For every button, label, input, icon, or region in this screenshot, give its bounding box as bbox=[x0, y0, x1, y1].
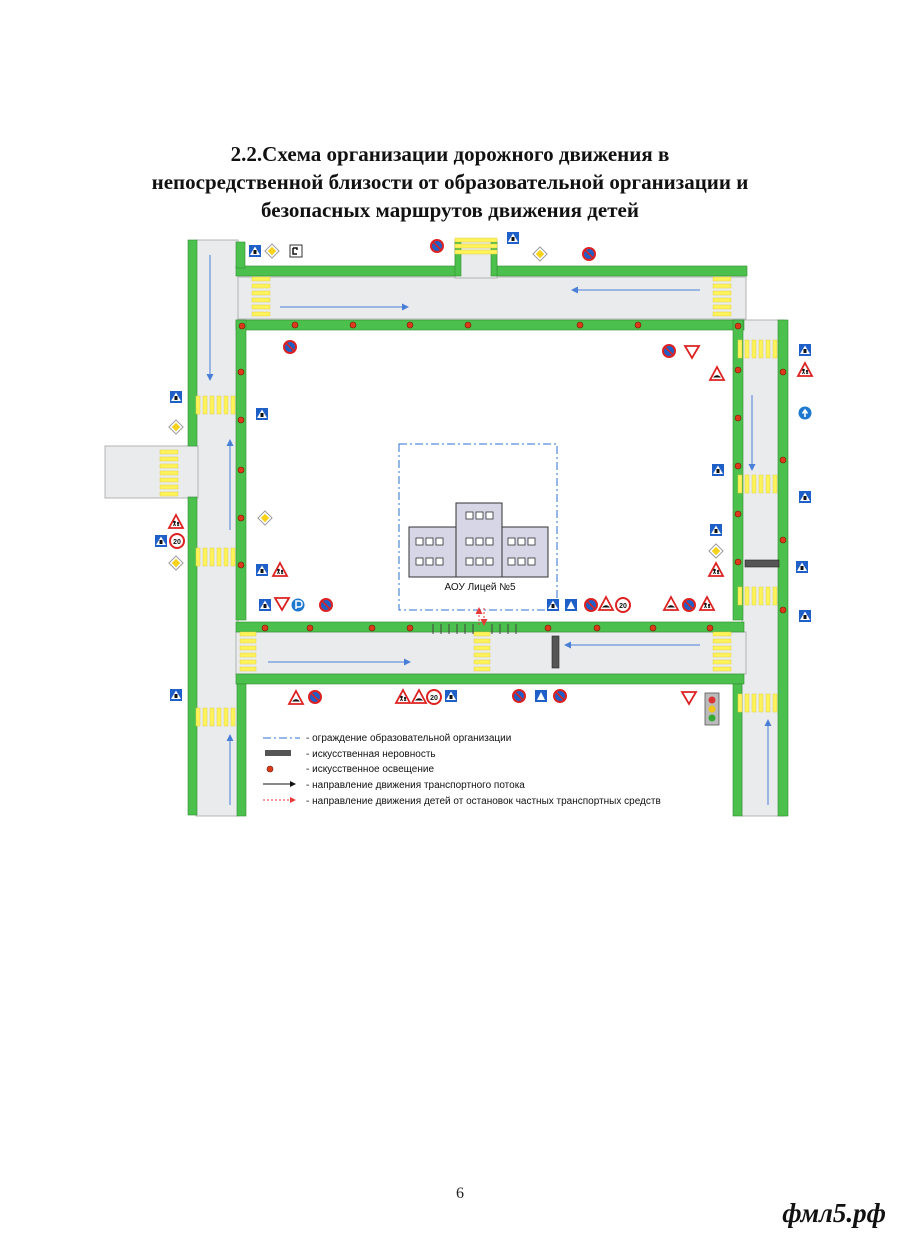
street-lamp bbox=[635, 322, 641, 328]
pedestrian-crossing-sign-icon bbox=[256, 408, 268, 420]
street-lamp bbox=[369, 625, 375, 631]
pedestrian-crossing-sign-icon bbox=[799, 610, 811, 622]
no-stopping-sign-icon bbox=[320, 599, 332, 611]
title-line-1: 2.2.Схема организации дорожного движения в bbox=[230, 142, 670, 166]
street-lamp bbox=[707, 625, 713, 631]
watermark: фмл5.рф bbox=[782, 1198, 886, 1228]
title-line-2: непосредственной близости от образовательной организации и bbox=[151, 170, 749, 194]
main-road-sign-icon bbox=[709, 544, 723, 558]
speed-bump-sign-icon bbox=[710, 367, 724, 380]
street-lamp bbox=[780, 369, 786, 375]
pedestrian-crossing-sign-icon bbox=[259, 599, 271, 611]
traffic-light-icon bbox=[705, 693, 719, 725]
no-stopping-sign-icon bbox=[431, 240, 443, 252]
street-lamp bbox=[350, 322, 356, 328]
children-sign-icon bbox=[798, 363, 812, 376]
info-sign-icon bbox=[290, 245, 302, 257]
street-lamp bbox=[238, 562, 244, 568]
street-lamp bbox=[292, 322, 298, 328]
children-sign-icon bbox=[169, 515, 183, 528]
street-lamp bbox=[238, 369, 244, 375]
street-lamp bbox=[407, 625, 413, 631]
pedestrian-crossing-sign-icon bbox=[256, 564, 268, 576]
speed-bump bbox=[745, 560, 779, 567]
sidewalk-inner-right bbox=[733, 320, 743, 620]
street-lamp bbox=[594, 625, 600, 631]
pedestrian-crossing-sign-icon bbox=[155, 535, 167, 547]
sidewalk-left-outer-top bbox=[188, 240, 197, 446]
street-lamp bbox=[780, 537, 786, 543]
street-lamp bbox=[735, 323, 741, 329]
no-stopping-sign-icon bbox=[554, 690, 566, 702]
street-lamp bbox=[545, 625, 551, 631]
pedestrian-crossing-sign-icon bbox=[799, 491, 811, 503]
speed-limit-sign-icon bbox=[170, 534, 184, 548]
sidewalk-top-lower bbox=[236, 320, 744, 330]
children-sign-icon bbox=[273, 563, 287, 576]
road-top bbox=[236, 277, 746, 319]
yield-sign-icon bbox=[685, 346, 699, 358]
school-bus-sign-icon bbox=[565, 599, 577, 611]
legend-lighting-symbol bbox=[267, 766, 273, 772]
yield-sign-icon bbox=[275, 598, 289, 610]
street-lamp bbox=[307, 625, 313, 631]
street-lamp bbox=[735, 559, 741, 565]
street-lamp bbox=[407, 322, 413, 328]
svg-text:20: 20 bbox=[173, 539, 181, 546]
no-stopping-sign-icon bbox=[583, 248, 595, 260]
street-lamp bbox=[735, 367, 741, 373]
speed-bump-sign-icon bbox=[664, 597, 678, 610]
legend-lighting-text: - искусственное освещение bbox=[306, 764, 435, 775]
speed-limit-sign-icon bbox=[427, 690, 441, 704]
pedestrian-crossing-sign-icon bbox=[799, 344, 811, 356]
no-stopping-sign-icon bbox=[309, 691, 321, 703]
main-road-sign-icon bbox=[169, 420, 183, 434]
road-bottom bbox=[236, 632, 746, 674]
legend-speed-bump-symbol bbox=[265, 750, 291, 756]
street-lamp bbox=[780, 457, 786, 463]
children-sign-icon bbox=[700, 597, 714, 610]
children-sign-icon bbox=[709, 563, 723, 576]
street-lamp bbox=[735, 415, 741, 421]
speed-bump bbox=[552, 636, 559, 668]
no-stopping-sign-icon bbox=[585, 599, 597, 611]
main-road-sign-icon bbox=[258, 511, 272, 525]
no-stopping-sign-icon bbox=[663, 345, 675, 357]
sidewalk-left-inner-bottom bbox=[237, 684, 246, 816]
street-lamp bbox=[735, 463, 741, 469]
speed-bump-sign-icon bbox=[289, 691, 303, 704]
street-lamp bbox=[577, 322, 583, 328]
street-lamp bbox=[238, 515, 244, 521]
pedestrian-crossing-sign-icon bbox=[710, 524, 722, 536]
main-road-sign-icon bbox=[533, 247, 547, 261]
children-sign-icon bbox=[396, 690, 410, 703]
crosswalk-left-branch bbox=[160, 450, 178, 496]
pedestrian-crossing-sign-icon bbox=[507, 232, 519, 244]
parking-sign-icon bbox=[292, 599, 305, 612]
sidewalk-top-upper-left bbox=[236, 266, 456, 276]
speed-bump-sign-icon bbox=[412, 690, 426, 703]
pedestrian-crossing-sign-icon bbox=[170, 391, 182, 403]
svg-text:20: 20 bbox=[430, 695, 438, 702]
direction-sign-icon bbox=[799, 407, 812, 420]
pedestrian-crossing-sign-icon bbox=[170, 689, 182, 701]
street-lamp bbox=[262, 625, 268, 631]
main-road-sign-icon bbox=[265, 244, 279, 258]
no-stopping-sign-icon bbox=[513, 690, 525, 702]
street-lamp bbox=[239, 323, 245, 329]
speed-bump-sign-icon bbox=[599, 597, 613, 610]
pedestrian-crossing-sign-icon bbox=[796, 561, 808, 573]
building-label: АОУ Лицей №5 bbox=[444, 582, 516, 593]
legend-speed-bump-text: - искусственная неровность bbox=[306, 749, 436, 760]
title-line-3: безопасных маршрутов движения детей bbox=[261, 198, 639, 222]
sidewalk-right-outer bbox=[778, 320, 788, 816]
pedestrian-crossing-sign-icon bbox=[249, 245, 261, 257]
street-lamp bbox=[780, 607, 786, 613]
legend bbox=[263, 732, 661, 807]
school-bus-sign-icon bbox=[535, 690, 547, 702]
sidewalk-bottom-lower bbox=[236, 674, 744, 684]
road-left bbox=[196, 240, 238, 816]
legend-fence-text: - ограждение образовательной организации bbox=[306, 733, 512, 744]
pedestrian-crossing-sign-icon bbox=[547, 599, 559, 611]
street-lamp bbox=[465, 322, 471, 328]
road-left-branch bbox=[105, 446, 198, 498]
sidewalk-left-outer-bottom bbox=[188, 497, 197, 815]
crosswalk-top-upper bbox=[455, 238, 497, 254]
sidewalk-top-upper-right bbox=[497, 266, 747, 276]
no-stopping-sign-icon bbox=[284, 341, 296, 353]
street-lamp bbox=[650, 625, 656, 631]
street-lamp bbox=[238, 417, 244, 423]
speed-limit-sign-icon bbox=[616, 598, 630, 612]
svg-text:20: 20 bbox=[619, 603, 627, 610]
pedestrian-crossing-sign-icon bbox=[445, 690, 457, 702]
sidewalk-top-upper-left-stub bbox=[236, 242, 245, 268]
legend-children-text: - направление движения детей от остановок частных транспортных средств bbox=[306, 796, 661, 807]
no-stopping-sign-icon bbox=[683, 599, 695, 611]
street-lamp bbox=[238, 467, 244, 473]
legend-traffic-text: - направление движения транспортного потока bbox=[306, 780, 525, 791]
street-lamp bbox=[735, 511, 741, 517]
yield-sign-icon bbox=[682, 692, 696, 704]
page-number: 6 bbox=[456, 1185, 464, 1202]
main-road-sign-icon bbox=[169, 556, 183, 570]
pedestrian-crossing-sign-icon bbox=[712, 464, 724, 476]
